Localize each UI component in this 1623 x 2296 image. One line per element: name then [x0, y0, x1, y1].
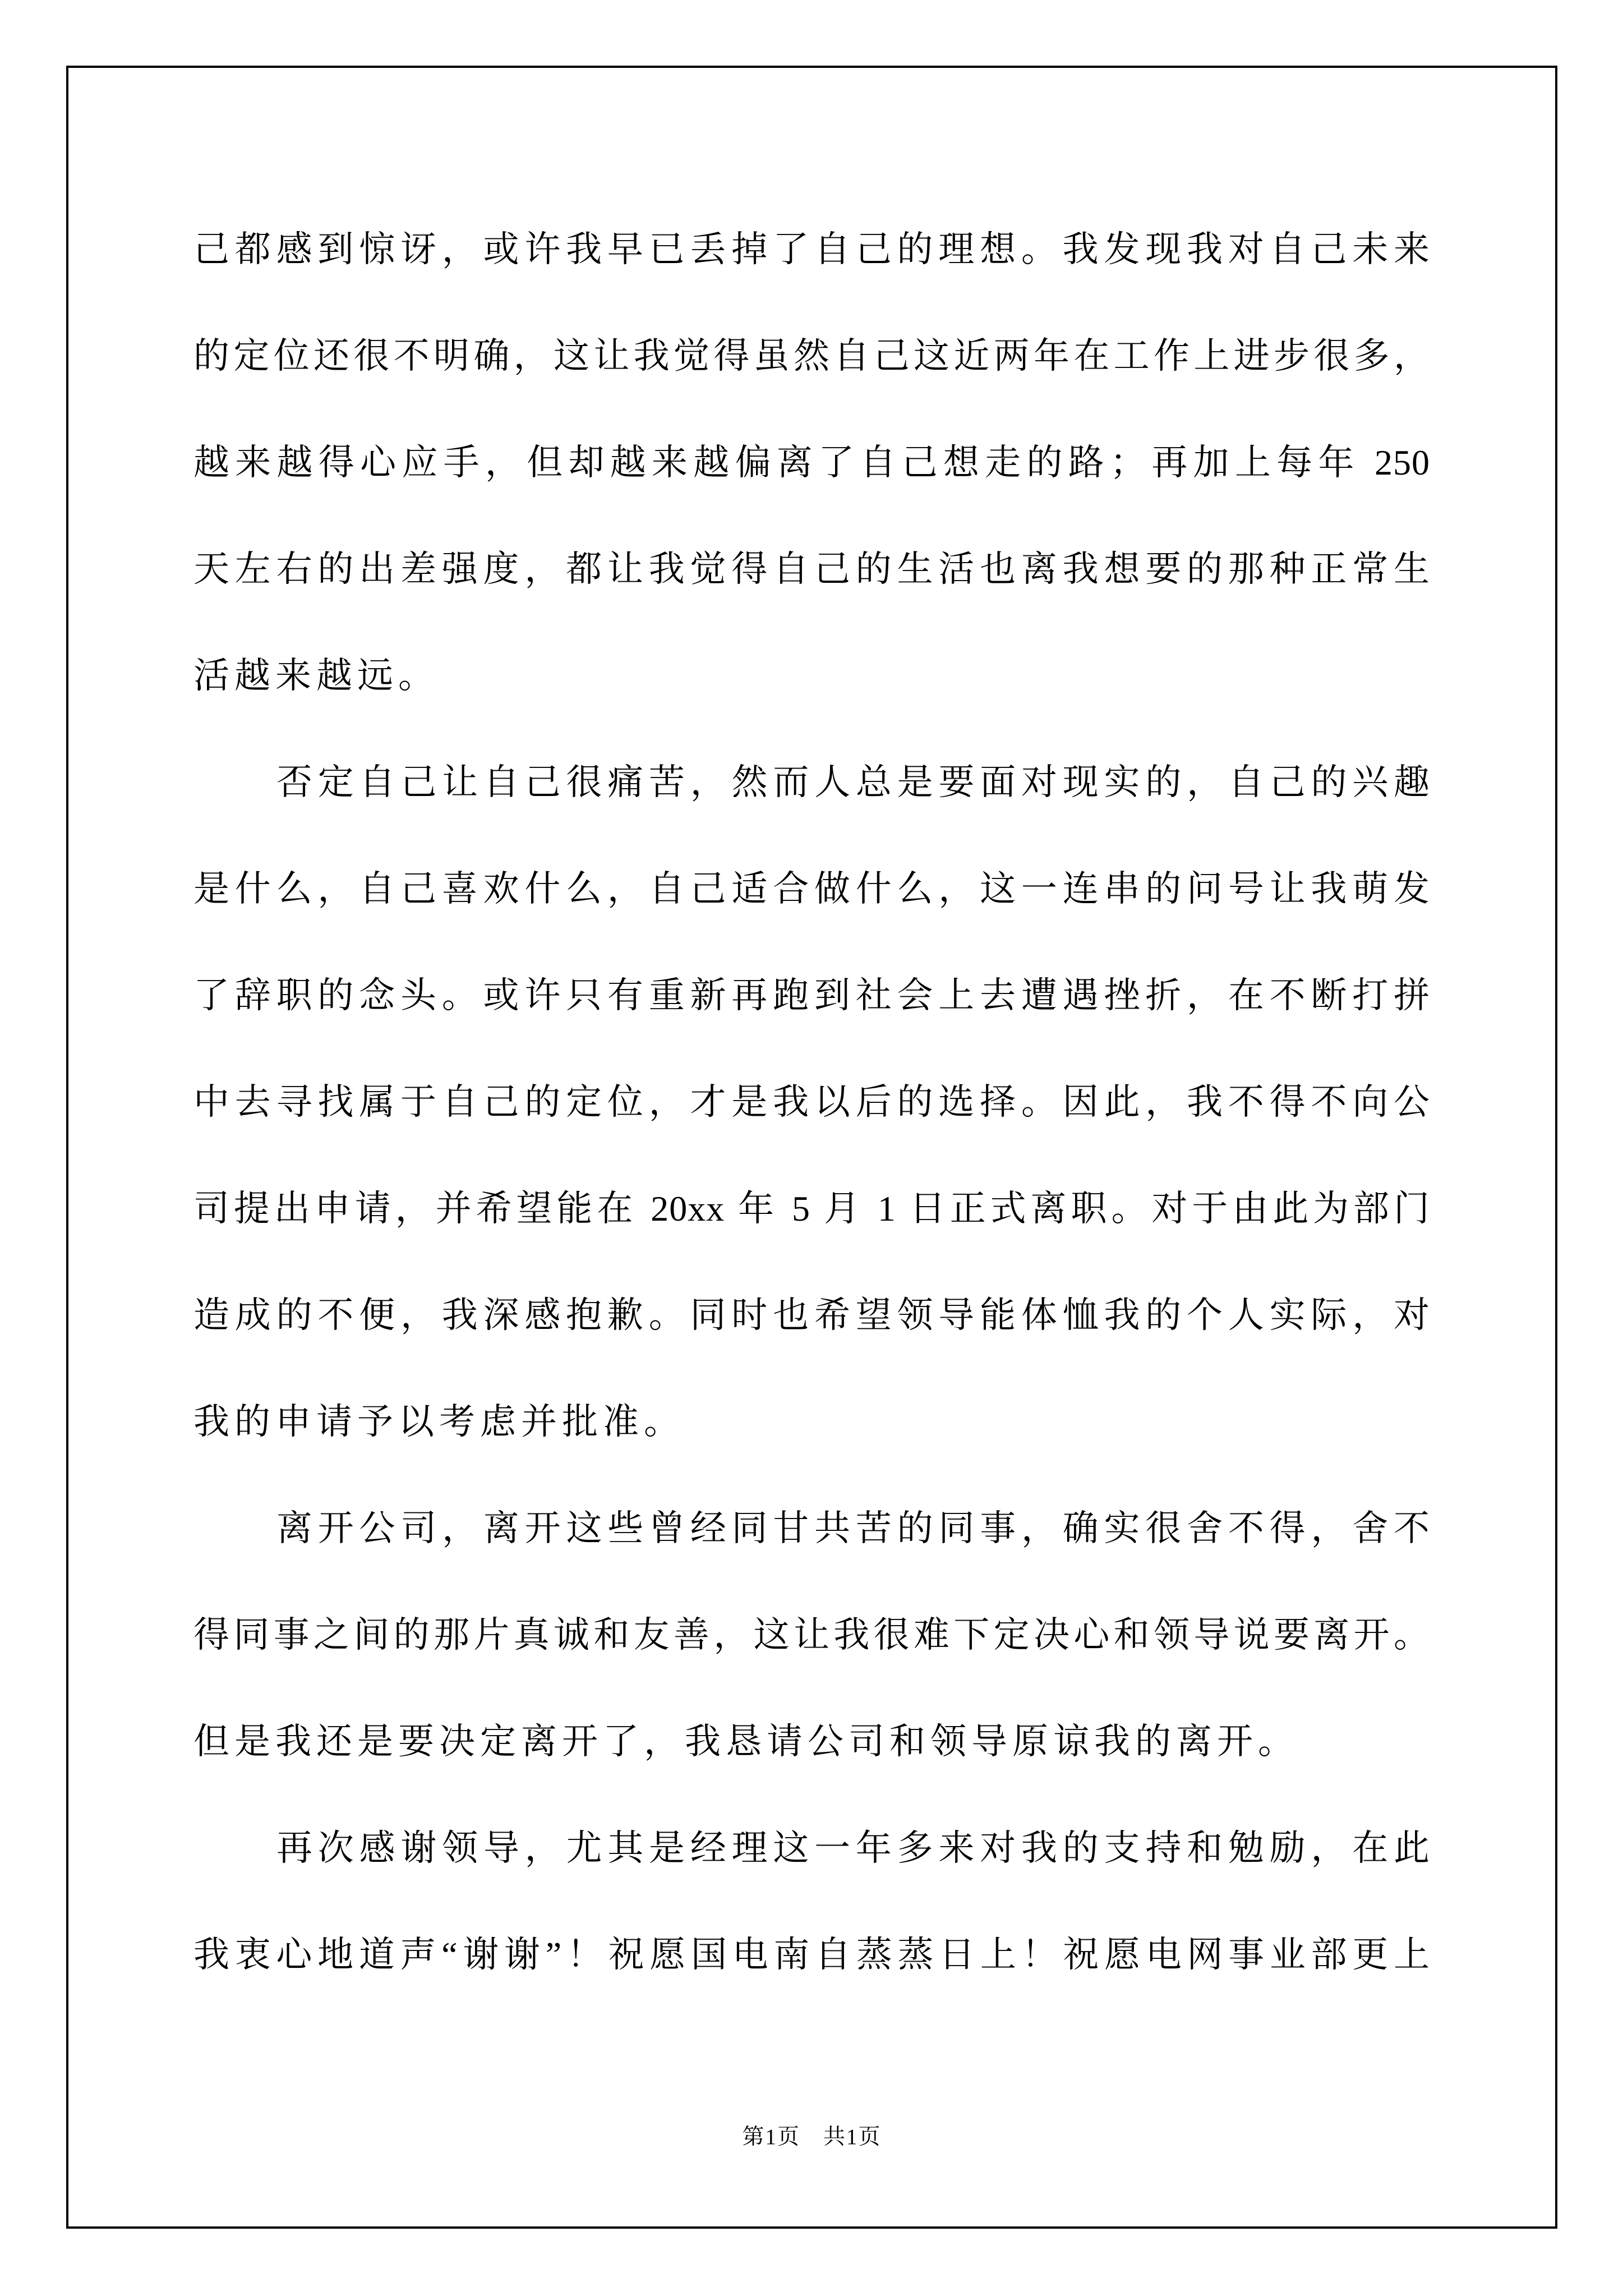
text-line-7: 是什么，自己喜欢什么，自己适合做什么，这一连串的问号让我萌发	[193, 869, 1430, 909]
text-line-11: 造成的不便，我深感抱歉。同时也希望领导能体恤我的个人实际，对	[193, 1295, 1430, 1335]
text-line-1: 己都感到惊讶，或许我早已丢掉了自己的理想。我发现我对自己未来	[193, 229, 1430, 269]
page-footer	[66, 2124, 1557, 2151]
text-line-17: 我衷心地道声“谢谢”！祝愿国电南自蒸蒸日上！祝愿电网事业部更上	[193, 1935, 1430, 1975]
page-number: 第1页 共1页	[742, 2125, 882, 2149]
text-line-15: 但是我还是要决定离开了，我恳请公司和领导原谅我的离开。	[193, 1722, 1299, 1761]
text-line-9: 中去寻找属于自己的定位，才是我以后的选择。因此，我不得不向公	[193, 1082, 1430, 1122]
text-line-10: 司提出申请，并希望能在 20xx 年 5 月 1 日正式离职。对于由此为部门	[193, 1189, 1430, 1228]
text-line-14: 得同事之间的那片真诚和友善，这让我很难下定决心和领导说要离开。	[193, 1615, 1430, 1655]
text-line-8: 了辞职的念头。或许只有重新再跑到社会上去遭遇挫折，在不断打拼	[193, 976, 1430, 1015]
text-line-6: 否定自己让自己很痛苦，然而人总是要面对现实的，自己的兴趣	[276, 762, 1430, 802]
document-text	[193, 196, 1430, 2008]
text-line-2: 的定位还很不明确，这让我觉得虽然自己这近两年在工作上进步很多，	[193, 336, 1430, 376]
text-line-16: 再次感谢领导，尤其是经理这一年多来对我的支持和勉励，在此	[276, 1828, 1430, 1868]
text-line-5: 活越来越远。	[193, 656, 439, 696]
text-line-4: 天左右的出差强度，都让我觉得自己的生活也离我想要的那种正常生	[193, 549, 1430, 589]
text-line-13: 离开公司，离开这些曾经同甘共苦的同事，确实很舍不得，舍不	[276, 1508, 1430, 1548]
text-line-3: 越来越得心应手，但却越来越偏离了自己想走的路；再加上每年 250	[193, 443, 1430, 482]
text-line-12: 我的申请予以考虑并批准。	[193, 1402, 685, 1442]
